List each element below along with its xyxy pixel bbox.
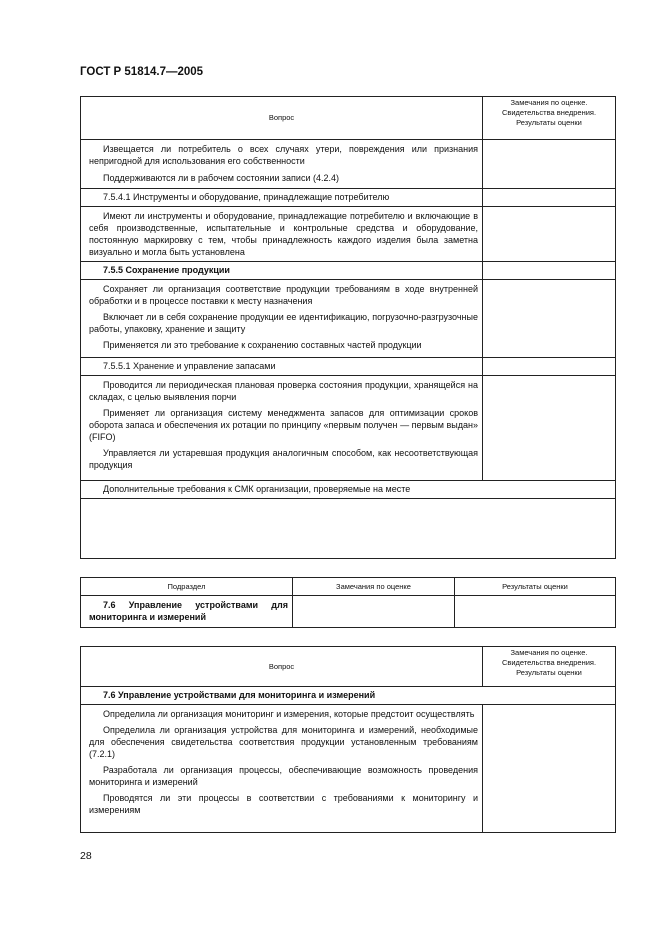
question-text: Определила ли организация устройства для мониторинга и измерений, необходимые для обеспечения свидетельства соответствия продукции установленным требованиям (7.2.1) [89, 725, 478, 759]
table-row [81, 140, 616, 189]
question-text: Применяется ли это требование к сохранению составных частей продукции [103, 340, 422, 350]
section-title: 7.6 Управление устройствами для мониторинга и измерений [103, 690, 376, 700]
question-text: Проводится ли периодическая плановая проверка состояния продукции, хранящейся на складах, с целью выявления порчи [89, 380, 478, 402]
remarks-cell [483, 280, 616, 358]
table-row [81, 376, 616, 481]
column-header-question: Вопрос [81, 97, 483, 140]
column-header-subsection: Подраздел [81, 578, 293, 596]
table-row [81, 189, 616, 207]
remarks-cell [483, 376, 616, 481]
table-row [81, 280, 616, 358]
table-row [81, 481, 616, 499]
remarks-cell [483, 262, 616, 280]
table-row [81, 499, 616, 559]
question-text: Применяет ли организация систему менеджмента запасов для оптимизации сроков оборота запаса и обеспечения их ротации по принципу «первым получен — первым выдан» (FIFO) [89, 408, 478, 442]
column-header-remarks: Замечания по оценке [293, 578, 455, 596]
column-header-results: Результаты оценки [455, 578, 616, 596]
subsection-title: 7.5.4.1 Инструменты и оборудование, принадлежащие потребителю [103, 192, 390, 202]
results-cell [455, 596, 616, 628]
remarks-cell [483, 705, 616, 833]
question-text: Включает ли в себя сохранение продукции ее идентификацию, погрузочно-разгрузочные работы, упаковку, хранение и защиту [89, 312, 478, 334]
checklist-table-2 [80, 646, 616, 833]
table-row [81, 596, 616, 628]
section-title: 7.5.5 Сохранение продукции [103, 265, 230, 275]
additional-requirements-cell [81, 499, 616, 559]
subsection-title: 7.5.5.1 Хранение и управление запасами [103, 361, 276, 371]
column-header-remarks: Замечания по оценке. Свидетельства внедрения. Результаты оценки [483, 647, 616, 687]
question-text: Управляется ли устаревшая продукция аналогичным способом, как несоответствующая продукция [89, 448, 478, 470]
checklist-table-1 [80, 96, 616, 559]
subsection-summary-table [80, 577, 616, 628]
additional-requirements-label: Дополнительные требования к СМК организации, проверяемые на месте [103, 484, 411, 494]
remarks-cell [483, 189, 616, 207]
question-text: Разработала ли организация процессы, обеспечивающие возможность проведения мониторинга и измерений [89, 765, 478, 787]
page-number: 28 [80, 850, 92, 862]
table-row [81, 705, 616, 833]
remarks-cell [483, 207, 616, 262]
remarks-cell [483, 140, 616, 189]
question-text: Проводятся ли эти процессы в соответствии с требованиями к мониторингу и измерениям [89, 793, 478, 815]
remarks-cell [293, 596, 455, 628]
table-row [81, 358, 616, 376]
table-row [81, 207, 616, 262]
question-text: Определила ли организация мониторинг и измерения, которые предстоит осуществлять [103, 709, 475, 719]
question-text: Извещается ли потребитель о всех случаях утери, повреждения или признания непригодной для использования его собственности [89, 144, 478, 166]
document-id: ГОСТ Р 51814.7—2005 [80, 66, 204, 78]
remarks-cell [483, 358, 616, 376]
column-header-remarks: Замечания по оценке. Свидетельства внедрения. Результаты оценки [483, 97, 616, 140]
table-row [81, 262, 616, 280]
table-row [81, 687, 616, 705]
column-header-question: Вопрос [81, 647, 483, 687]
subsection-title: 7.6 Управление устройствами для мониторинга и измерений [89, 600, 288, 622]
question-text: Поддерживаются ли в рабочем состоянии записи (4.2.4) [103, 173, 339, 183]
question-text: Сохраняет ли организация соответствие продукции требованиям в ходе внутренней обработки и в процессе поставки к месту назначения [89, 284, 478, 306]
question-text: Имеют ли инструменты и оборудование, принадлежащие потребителю и включающие в себя производственные, испытательные и контрольные средства и оборудование, постоянную маркировку с тем, чтобы принадлежность каждого изделия была заметна визуально и могла быть установлена [89, 211, 478, 257]
